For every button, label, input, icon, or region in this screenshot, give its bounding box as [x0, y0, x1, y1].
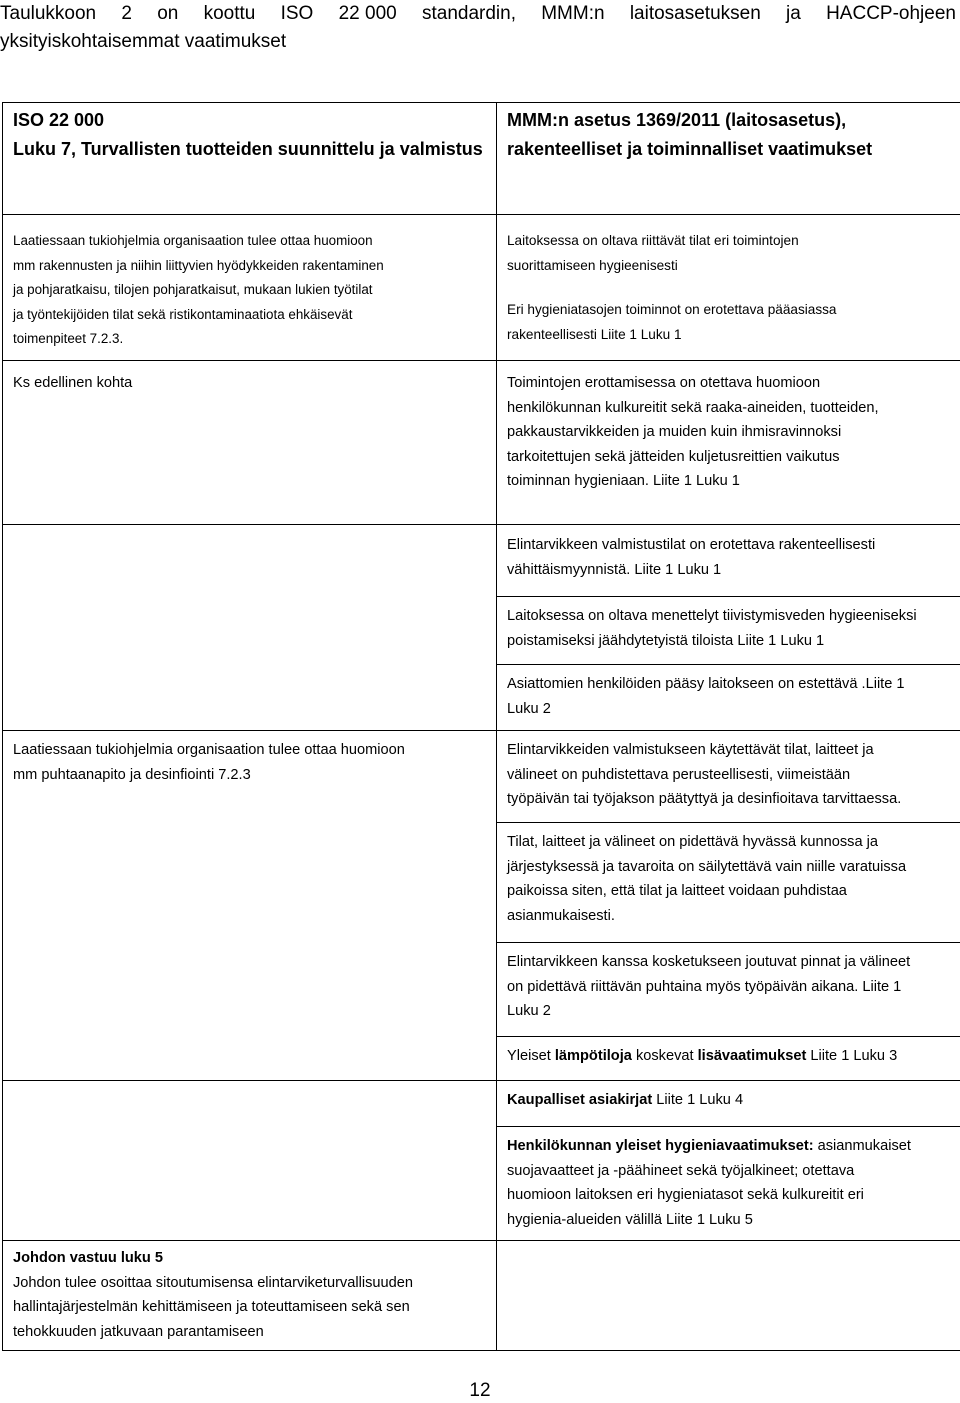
layout-requirement-line: toimenpiteet 7.2.3. [13, 331, 124, 346]
right-cell-surfaces [497, 943, 960, 1037]
req-line: Eri hygieniatasojen toiminnot on erotettava pääasiassa [507, 302, 837, 317]
left-cell-empty [3, 1037, 497, 1081]
left-cell-layout [3, 215, 497, 361]
management-title: Johdon vastuu luku 5 [13, 1250, 164, 1266]
management-line: hallintajärjestelmän kehittämiseen ja toteuttamiseen sekä sen [13, 1299, 410, 1315]
intro-word: HACCP-ohjeen [826, 3, 956, 24]
right-cell-access [497, 665, 960, 731]
req-line: Elintarvikkeiden valmistukseen käytettävät tilat, laitteet ja [507, 742, 874, 758]
req-line: Elintarvikkeen valmistustilat on erotettava rakenteellisesti [507, 537, 876, 553]
left-cell-empty [3, 597, 497, 665]
right-cell-temperature [497, 1037, 960, 1081]
req-text: Liite 1 Luku 3 [806, 1048, 898, 1064]
intro-word: standardin, [421, 3, 516, 24]
intro-word: ISO [280, 3, 314, 24]
mmm-title-line2: rakenteelliset ja toiminnalliset vaatimukset [507, 139, 873, 159]
intro-line-2: yksityiskohtaisemmat vaatimukset [0, 31, 287, 52]
left-cell-see-previous [3, 361, 497, 525]
left-cell-empty [3, 823, 497, 943]
cleaning-requirement-line: Laatiessaan tukiohjelmia organisaation tulee ottaa huomioon [13, 742, 405, 758]
req-line: vähittäismyynnistä. Liite 1 Luku 1 [507, 561, 722, 578]
req-line: Luku 2 [507, 1003, 551, 1019]
intro-paragraph [0, 0, 956, 56]
intro-line-1 [0, 0, 956, 28]
left-cell-management [3, 1241, 497, 1351]
left-cell-empty [3, 1081, 497, 1127]
req-text: asianmukaiset [813, 1138, 911, 1154]
layout-requirement-line: mm rakennusten ja niihin liittyvien hyödykkeiden rakentaminen [13, 257, 384, 273]
req-bold-term: lisävaatimukset [697, 1048, 807, 1064]
req-line: paikoissa siten, että tilat ja laitteet voidaan puhdistaa [507, 883, 847, 899]
management-line: tehokkuuden jatkuvaan parantamiseen [13, 1323, 264, 1340]
req-line: Asiattomien henkilöiden pääsy laitokseen on estettävä .Liite 1 [507, 676, 905, 692]
req-line: suorittamiseen hygieenisesti [507, 257, 678, 273]
right-cell-empty [497, 1241, 960, 1351]
left-cell-empty [3, 525, 497, 597]
req-bold-term: Henkilökunnan yleiset hygieniavaatimukset: [507, 1138, 814, 1154]
left-cell-empty [3, 665, 497, 731]
iso-title: ISO 22 000 [13, 110, 105, 130]
right-cell-separation [497, 361, 960, 525]
req-line [507, 1044, 960, 1069]
req-line: suojavaatteet ja -päähineet sekä työjalkineet; otettava [507, 1162, 855, 1179]
iso-chapter-title: Luku 7, Turvallisten tuotteiden suunnittelu ja valmistus [13, 139, 483, 159]
intro-word: Taulukkoon [0, 3, 97, 24]
req-line: rakenteellisesti Liite 1 Luku 1 [507, 326, 682, 342]
req-line: pakkaustarvikkeiden ja muiden kuin ihmisravinnoksi [507, 424, 842, 440]
intro-word: 22 000 [338, 3, 397, 24]
mmm-title-line1: MMM:n asetus 1369/2011 (laitosasetus), [507, 110, 847, 130]
layout-requirement-line: ja pohjaratkaisu, tilojen pohjaratkaisut, mukaan lukien työtilat [13, 282, 373, 297]
req-line: Elintarvikkeen kanssa kosketukseen joutuvat pinnat ja välineet [507, 954, 911, 970]
right-cell-maintenance [497, 823, 960, 943]
page-number: 12 [469, 1380, 491, 1401]
req-text: Liite 1 Luku 4 [652, 1092, 744, 1108]
right-cell-personnel-hygiene [497, 1127, 960, 1241]
req-bold-term: lämpötiloja [554, 1048, 632, 1064]
req-bold-term: Kaupalliset asiakirjat [507, 1092, 653, 1108]
req-line: Toimintojen erottamisessa on otettava huomioon [507, 375, 821, 391]
req-text: Yleiset [507, 1048, 555, 1064]
right-cell-commercial-docs [497, 1081, 960, 1127]
right-cell-cleaning [497, 731, 960, 823]
layout-requirement-line: ja työntekijöiden tilat sekä ristikontaminaatiota ehkäisevät [13, 306, 353, 322]
left-cell-empty [3, 943, 497, 1037]
intro-word: laitosasetuksen [629, 3, 761, 24]
management-line: Johdon tulee osoittaa sitoutumisensa elintarviketurvallisuuden [13, 1274, 413, 1291]
intro-word: ja [786, 3, 801, 24]
req-line: asianmukaisesti. [507, 907, 615, 924]
req-line: tarkoitettujen sekä jätteiden kuljetusreittien vaikutus [507, 448, 840, 465]
comparison-table [2, 102, 960, 1351]
see-previous-text: Ks edellinen kohta [13, 375, 133, 391]
layout-requirement-line: Laatiessaan tukiohjelmia organisaation tulee ottaa huomioon [13, 233, 373, 248]
req-line: hygienia-alueiden välillä Liite 1 Luku 5 [507, 1211, 753, 1228]
req-line: Laitoksessa on oltava riittävät tilat eri toimintojen [507, 233, 799, 248]
req-line: Tilat, laitteet ja välineet on pidettävä hyvässä kunnossa ja [507, 834, 879, 850]
req-text: koskevat [631, 1048, 698, 1064]
req-line: toiminnan hygieniaan. Liite 1 Luku 1 [507, 473, 740, 489]
right-cell-retail [497, 525, 960, 597]
req-line [507, 1134, 960, 1159]
req-line: poistamiseksi jäähdytetyistä tiloista Liite 1 Luku 1 [507, 632, 825, 649]
left-cell-cleaning [3, 731, 497, 823]
req-line: työpäivän tai työjakson päätyttyä ja desinfioitava tarvittaessa. [507, 791, 902, 807]
req-line: Laitoksessa on oltava menettelyt tiivistymisveden hygieeniseksi [507, 608, 917, 624]
req-line: Luku 2 [507, 700, 551, 717]
right-cell-condensation [497, 597, 960, 665]
left-header-cell [3, 103, 497, 215]
right-cell-facilities [497, 215, 960, 361]
left-cell-empty [3, 1127, 497, 1241]
req-line: huomioon laitoksen eri hygieniatasot sekä kulkureitit eri [507, 1187, 864, 1203]
intro-word: koottu [203, 3, 256, 24]
cleaning-requirement-line: mm puhtaanapito ja desinfiointi 7.2.3 [13, 766, 251, 783]
req-line: välineet on puhdistettava perusteellisesti, viimeistään [507, 766, 851, 783]
intro-word: MMM:n [541, 3, 605, 24]
req-line: järjestyksessä ja tavaroita on säilytettävä vain niille varatuissa [507, 858, 907, 875]
intro-word: 2 [121, 3, 132, 24]
intro-word: on [157, 3, 179, 24]
req-line: henkilökunnan kulkureitit sekä raaka-aineiden, tuotteiden, [507, 399, 879, 416]
req-line: on pidettävä riittävän puhtaina myös työpäivän aikana. Liite 1 [507, 978, 902, 995]
right-header-cell [497, 103, 960, 215]
req-line [507, 1088, 960, 1113]
